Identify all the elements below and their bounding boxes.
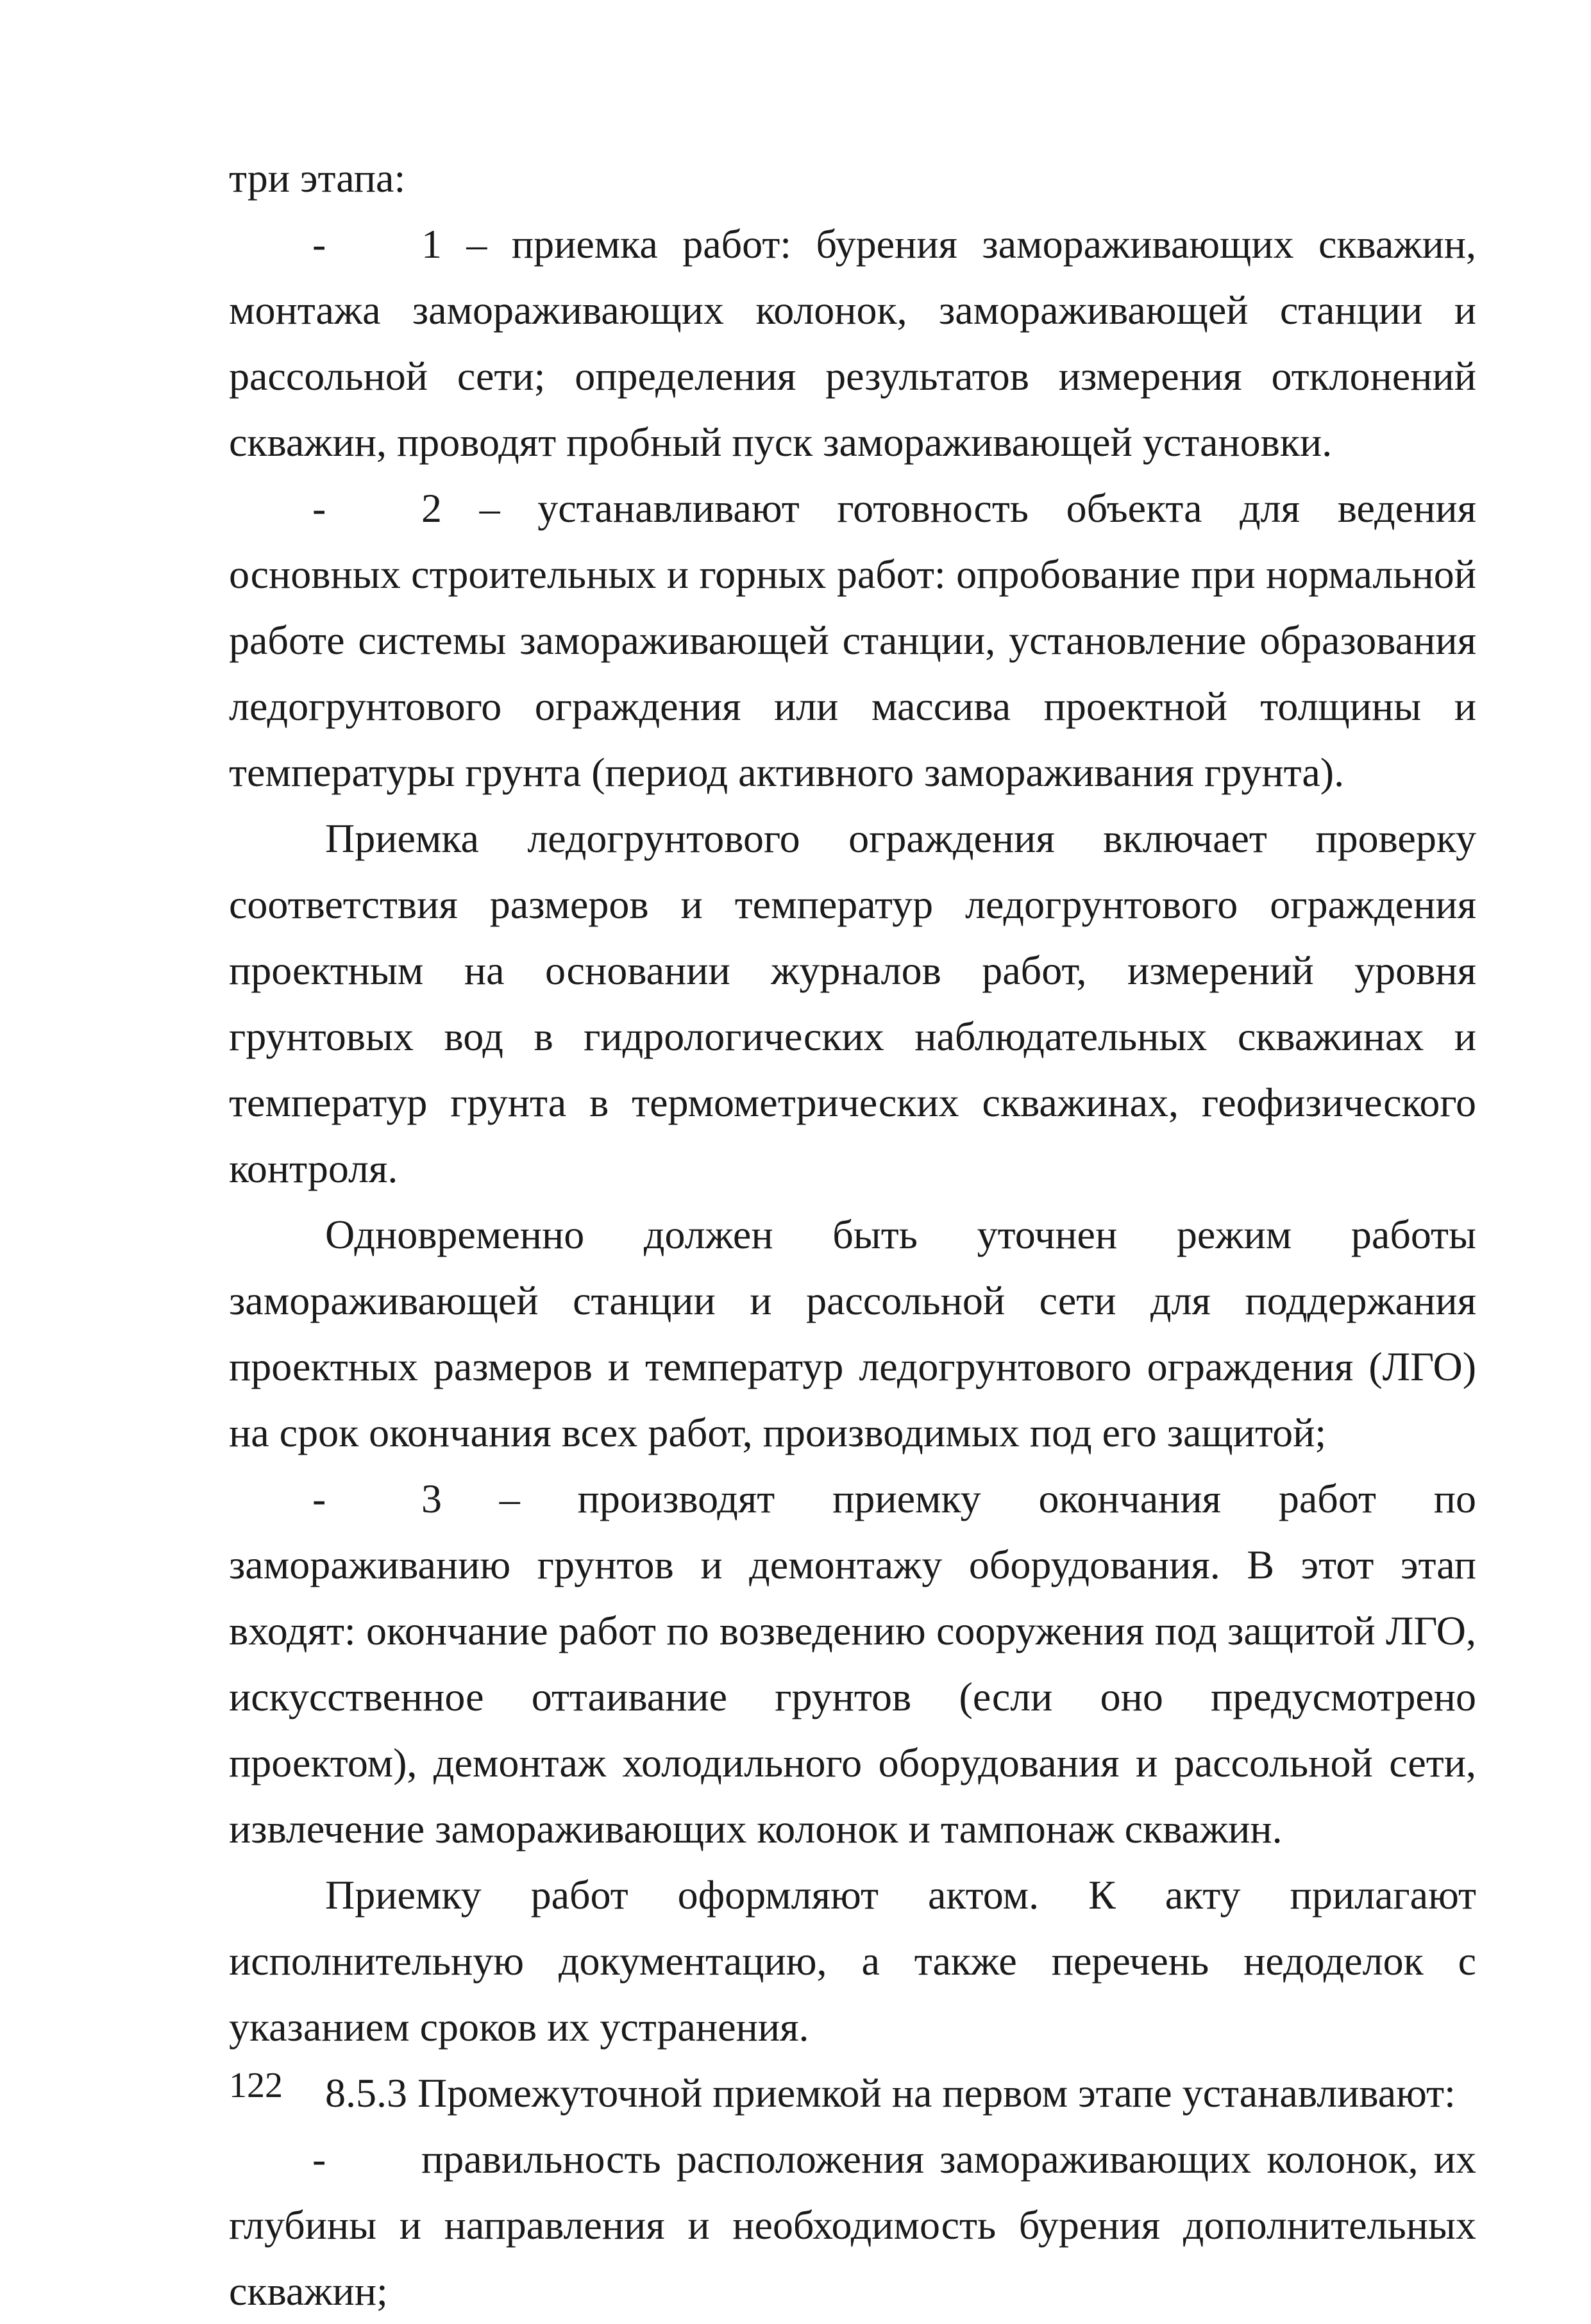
list-item-stage-3 <box>229 1466 1476 1862</box>
dash-marker: - <box>312 1476 326 1521</box>
list-item-positioning <box>229 2126 1476 2324</box>
dash-marker: - <box>312 221 326 267</box>
paragraph-acceptance: Приемка ледогрунтового ограждения включает проверку соответствия размеров и температур ледогрунтового ограждения проектным на основании журналов работ, измерений уровня грунтовых вод в гидрологических наблюдательных скважинах и температур грунта в термометрических скважинах, геофизического контроля. <box>229 815 1476 1191</box>
body-text <box>229 145 1476 2324</box>
list-item-stage-2 <box>229 475 1476 805</box>
list-item-text: 1 – приемка работ: бурения замораживающих скважин, монтажа замораживающих колонок, замораживающей станции и рассольной сети; определения результатов измерения отклонений скважин, проводят пробный пуск замораживающей установки. <box>229 221 1476 465</box>
paragraph-mode: Одновременно должен быть уточнен режим работы замораживающей станции и рассольной сети для поддержания проектных размеров и температур ледогрунтового ограждения (ЛГО) на срок окончания всех работ, производимых под его защитой; <box>229 1212 1476 1455</box>
dash-marker: - <box>312 485 326 531</box>
page-number: 122 <box>229 2066 283 2105</box>
paragraph-section-8-5-3: 8.5.3 Промежуточной приемкой на первом этапе устанавливают: <box>325 2070 1456 2116</box>
paragraph-intro: три этапа: <box>229 155 406 201</box>
paragraph-act: Приемку работ оформляют актом. К акту прилагают исполнительную документацию, а также перечень недоделок с указанием сроков их устранения. <box>229 1872 1476 2050</box>
dash-marker: - <box>312 2136 326 2182</box>
list-item-stage-1 <box>229 211 1476 475</box>
list-item-text: правильность расположения замораживающих колонок, их глубины и направления и необходимость бурения дополнительных скважин; <box>229 2136 1476 2314</box>
list-item-text: 3 – производят приемку окончания работ по замораживанию грунтов и демонтажу оборудования. В этот этап входят: окончание работ по возведению сооружения под защитой ЛГО, искусственное оттаивание грунтов (если оно предусмотрено проектом), демонтаж холодильного оборудования и рассольной сети, извлечение замораживающих колонок и тампонаж скважин. <box>229 1476 1476 1852</box>
list-item-text: 2 – устанавливают готовность объекта для ведения основных строительных и горных работ: опробование при нормальной работе системы замораживающей станции, установление образования ледогрунтового ограждения или массива проектной толщины и температуры грунта (период активного замораживания грунта). <box>229 485 1476 795</box>
